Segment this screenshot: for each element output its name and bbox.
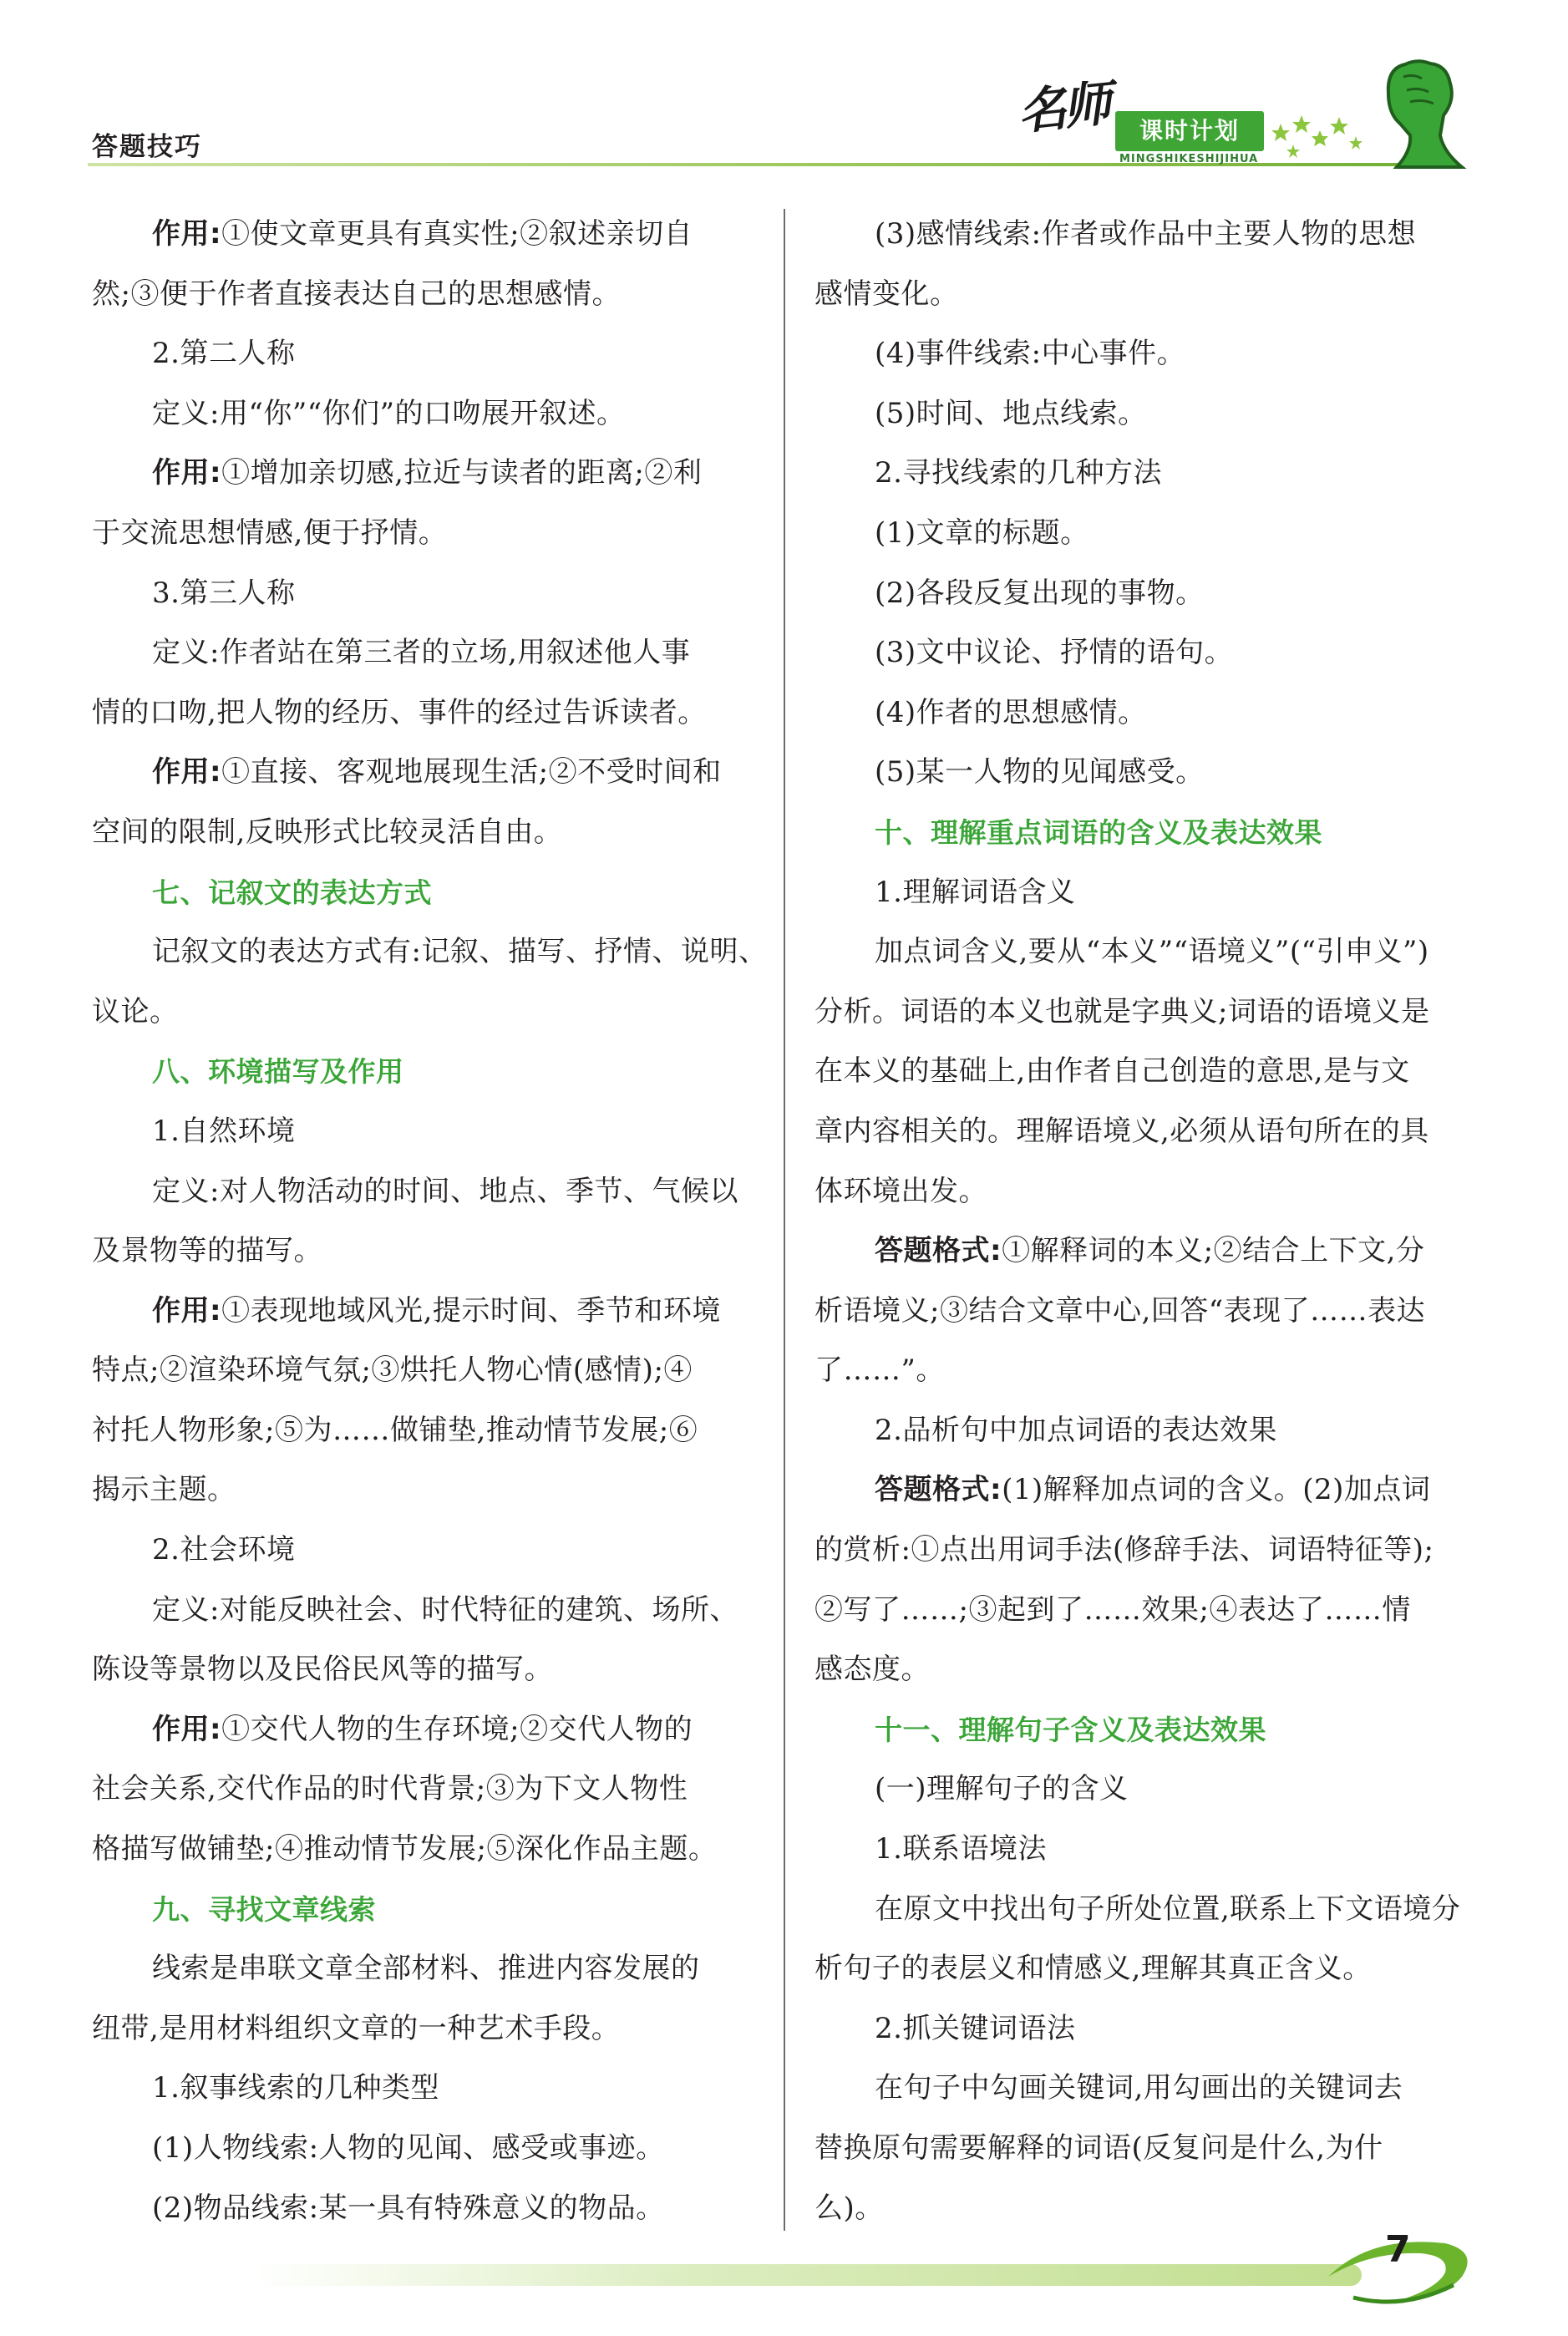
term-label: 作用: bbox=[152, 1293, 222, 1328]
section-heading bbox=[92, 863, 752, 923]
text-line bbox=[92, 1700, 752, 1760]
text-line bbox=[92, 1102, 752, 1162]
text-line bbox=[92, 1999, 752, 2059]
text-line bbox=[814, 1341, 1474, 1401]
text-line bbox=[814, 683, 1474, 744]
text-line bbox=[814, 1999, 1474, 2059]
line-text: 定义:用“你”“你们”的口吻展开叙述。 bbox=[152, 396, 626, 430]
line-text: 在本义的基础上,由作者自己创造的意思,是与文 bbox=[814, 1054, 1410, 1089]
text-line bbox=[92, 504, 752, 564]
text-line bbox=[814, 205, 1474, 265]
line-text: 3.第三人称 bbox=[152, 576, 296, 610]
page-number: 7 bbox=[1385, 2228, 1411, 2271]
term-label: 作用: bbox=[152, 456, 222, 490]
term-label: 作用: bbox=[152, 1712, 222, 1746]
line-text: 析句子的表层义和情感义,理解其真正含义。 bbox=[814, 1952, 1372, 1986]
line-text: ①直接、客观地展现生活;②不受时间和 bbox=[221, 755, 722, 790]
line-text: (1)人物线索:人物的见闻、感受或事迹。 bbox=[152, 2131, 665, 2165]
text-line bbox=[92, 1282, 752, 1342]
line-text: 九、寻找文章线索 bbox=[152, 1892, 376, 1926]
line-text: 定义:对能反映社会、时代特征的建筑、场所、 bbox=[152, 1592, 738, 1627]
line-text: ①交代人物的生存环境;②交代人物的 bbox=[221, 1712, 693, 1746]
text-line bbox=[814, 384, 1474, 444]
section-heading bbox=[92, 1880, 752, 1940]
line-text: (一)理解句子的含义 bbox=[875, 1772, 1129, 1806]
page-header bbox=[0, 0, 1568, 167]
text-line bbox=[92, 1460, 752, 1521]
line-text: ①使文章更具有真实性;②叙述亲切自 bbox=[221, 217, 693, 251]
text-line bbox=[92, 1162, 752, 1222]
text-line bbox=[814, 1581, 1474, 1641]
line-text: 格描写做铺垫;④推动情节发展;⑤深化作品主题。 bbox=[92, 1832, 718, 1866]
text-line bbox=[92, 1521, 752, 1581]
text-line bbox=[814, 1282, 1474, 1342]
line-text: 体环境出发。 bbox=[814, 1174, 987, 1208]
text-line bbox=[92, 1820, 752, 1880]
line-text: 然;③便于作者直接表达自己的思想感情。 bbox=[92, 277, 621, 311]
line-text: 定义:作者站在第三者的立场,用叙述他人事 bbox=[152, 636, 691, 670]
line-text: (3)感情线索:作者或作品中主要人物的思想 bbox=[875, 217, 1417, 251]
line-text: 情的口吻,把人物的经历、事件的经过告诉读者。 bbox=[92, 695, 707, 729]
line-text: 2.社会环境 bbox=[152, 1533, 296, 1567]
line-text: 加点词含义,要从“本义”“语境义”(“引申义”) bbox=[875, 935, 1429, 969]
line-text: 十一、理解句子含义及表达效果 bbox=[875, 1713, 1266, 1746]
line-text: 纽带,是用材料组织文章的一种艺术手段。 bbox=[92, 2011, 621, 2045]
text-line bbox=[92, 444, 752, 504]
line-text: 2.抓关键词语法 bbox=[875, 2011, 1076, 2045]
text-line bbox=[814, 1939, 1474, 1999]
line-text: 感态度。 bbox=[814, 1653, 930, 1687]
text-line bbox=[814, 1521, 1474, 1581]
line-text: 陈设等景物以及民俗民风等的描写。 bbox=[92, 1653, 553, 1687]
page-number-badge bbox=[1320, 2218, 1487, 2318]
text-line bbox=[814, 743, 1474, 803]
line-text: 空间的限制,反映形式比较灵活自由。 bbox=[92, 815, 563, 849]
section-heading bbox=[814, 1700, 1474, 1760]
text-line bbox=[814, 2059, 1474, 2119]
text-line bbox=[814, 324, 1474, 384]
line-text: 感情变化。 bbox=[814, 277, 959, 311]
line-text: 在句子中勾画关键词,用勾画出的关键词去 bbox=[875, 2071, 1403, 2105]
text-line bbox=[92, 1939, 752, 1999]
text-line bbox=[92, 1401, 752, 1461]
line-text: 特点;②渲染环境气氛;③烘托人物心情(感情);④ bbox=[92, 1353, 693, 1388]
line-text: (4)事件线索:中心事件。 bbox=[875, 337, 1186, 371]
line-text: 七、记叙文的表达方式 bbox=[152, 876, 432, 909]
text-line bbox=[814, 623, 1474, 683]
term-label: 作用: bbox=[152, 217, 222, 251]
brand-subtitle: MINGSHIKESHIJIHUA bbox=[1119, 153, 1259, 165]
text-line bbox=[92, 2059, 752, 2119]
text-line bbox=[92, 384, 752, 444]
text-line bbox=[92, 1581, 752, 1641]
brand-title: 课时计划 bbox=[1139, 117, 1240, 145]
text-line bbox=[814, 265, 1474, 325]
line-text: 分析。词语的本义也就是字典义;词语的语境义是 bbox=[814, 994, 1430, 1028]
line-text: 章内容相关的。理解语境义,必须从语句所在的具 bbox=[814, 1114, 1429, 1148]
text-line bbox=[92, 803, 752, 863]
line-text: 么)。 bbox=[814, 2191, 884, 2225]
line-text: (5)某一人物的见闻感受。 bbox=[875, 755, 1205, 790]
line-text: 的赏析:①点出用词手法(修辞手法、词语特征等); bbox=[814, 1533, 1434, 1567]
text-line bbox=[92, 564, 752, 624]
line-text: 在原文中找出句子所处位置,联系上下文语境分 bbox=[875, 1892, 1461, 1926]
text-line bbox=[814, 1401, 1474, 1461]
line-text: 替换原句需要解释的词语(反复问是什么,为什 bbox=[814, 2131, 1383, 2165]
line-text: 十、理解重点词语的含义及表达效果 bbox=[875, 815, 1322, 849]
line-text: 1.自然环境 bbox=[152, 1114, 296, 1148]
right-column bbox=[814, 205, 1474, 2238]
text-line bbox=[814, 922, 1474, 983]
line-text: (1)解释加点词的含义。(2)加点词 bbox=[1002, 1473, 1431, 1507]
text-line bbox=[92, 2179, 752, 2239]
text-line bbox=[92, 1760, 752, 1820]
line-text: 1.叙事线索的几种类型 bbox=[152, 2071, 439, 2105]
column-divider bbox=[784, 209, 785, 2231]
text-line bbox=[92, 983, 752, 1043]
line-text: 议论。 bbox=[92, 994, 179, 1028]
brand-title-box bbox=[1115, 111, 1264, 151]
text-line bbox=[92, 1221, 752, 1282]
line-text: 2.第二人称 bbox=[152, 337, 296, 371]
line-text: (2)物品线索:某一具有特殊意义的物品。 bbox=[152, 2191, 665, 2225]
term-label: 作用: bbox=[152, 755, 222, 790]
text-line bbox=[92, 683, 752, 744]
line-text: ①表现地域风光,提示时间、季节和环境 bbox=[221, 1293, 721, 1328]
text-line bbox=[814, 1640, 1474, 1700]
text-line bbox=[814, 1102, 1474, 1162]
text-line bbox=[814, 1820, 1474, 1880]
section-heading bbox=[92, 1042, 752, 1102]
raised-fist-icon bbox=[1363, 52, 1472, 169]
brand-name-logo: 名师 bbox=[1015, 74, 1111, 141]
text-line bbox=[814, 1162, 1474, 1222]
line-text: (4)作者的思想感情。 bbox=[875, 695, 1147, 729]
text-line bbox=[92, 1341, 752, 1401]
line-text: (1)文章的标题。 bbox=[875, 515, 1089, 550]
text-line bbox=[814, 444, 1474, 504]
term-label: 答题格式: bbox=[875, 1234, 1002, 1268]
text-line bbox=[814, 1880, 1474, 1940]
text-line bbox=[814, 1221, 1474, 1282]
text-line bbox=[814, 983, 1474, 1043]
footer-bar bbox=[251, 2264, 1362, 2286]
line-text: (2)各段反复出现的事物。 bbox=[875, 576, 1205, 610]
left-column bbox=[92, 205, 768, 2238]
line-text: 1.理解词语含义 bbox=[875, 875, 1076, 909]
text-line bbox=[92, 324, 752, 384]
text-line bbox=[814, 564, 1474, 624]
line-text: 揭示主题。 bbox=[92, 1473, 236, 1507]
line-text: ①解释词的本义;②结合上下文,分 bbox=[1002, 1234, 1425, 1268]
stars-icon bbox=[1268, 107, 1377, 165]
text-line bbox=[92, 623, 752, 683]
line-text: ②写了……;③起到了……效果;④表达了……情 bbox=[814, 1592, 1411, 1627]
text-line bbox=[92, 922, 768, 983]
line-text: (3)文中议论、抒情的语句。 bbox=[875, 636, 1234, 670]
text-line bbox=[814, 2119, 1474, 2179]
line-text: (5)时间、地点线索。 bbox=[875, 396, 1147, 430]
text-line bbox=[814, 1760, 1474, 1820]
section-heading bbox=[814, 803, 1474, 863]
line-text: 2.寻找线索的几种方法 bbox=[875, 456, 1162, 490]
text-line bbox=[92, 743, 752, 803]
text-line bbox=[814, 504, 1474, 564]
text-line bbox=[92, 265, 752, 325]
text-line bbox=[92, 2119, 752, 2179]
line-text: 线索是串联文章全部材料、推进内容发展的 bbox=[152, 1952, 700, 1986]
line-text: 了……”。 bbox=[814, 1353, 945, 1388]
line-text: 于交流思想情感,便于抒情。 bbox=[92, 515, 448, 550]
line-text: 社会关系,交代作品的时代背景;③为下文人物性 bbox=[92, 1772, 688, 1806]
section-label: 答题技巧 bbox=[92, 132, 202, 162]
text-line bbox=[814, 863, 1474, 923]
line-text: 1.联系语境法 bbox=[875, 1832, 1047, 1866]
line-text: ①增加亲切感,拉近与读者的距离;②利 bbox=[221, 456, 703, 490]
line-text: 八、环境描写及作用 bbox=[152, 1055, 404, 1089]
line-text: 及景物等的描写。 bbox=[92, 1234, 322, 1268]
line-text: 衬托人物形象;⑤为……做铺垫,推动情节发展;⑥ bbox=[92, 1413, 698, 1447]
text-line bbox=[92, 1640, 752, 1700]
line-text: 2.品析句中加点词语的表达效果 bbox=[875, 1413, 1277, 1447]
text-line bbox=[814, 1042, 1474, 1102]
line-text: 定义:对人物活动的时间、地点、季节、气候以 bbox=[152, 1174, 738, 1208]
line-text: 析语境义;③结合文章中心,回答“表现了……表达 bbox=[814, 1293, 1426, 1328]
text-line bbox=[92, 205, 752, 265]
line-text: 记叙文的表达方式有:记叙、描写、抒情、说明、 bbox=[152, 935, 768, 969]
term-label: 答题格式: bbox=[875, 1473, 1002, 1507]
text-line bbox=[814, 1460, 1474, 1521]
